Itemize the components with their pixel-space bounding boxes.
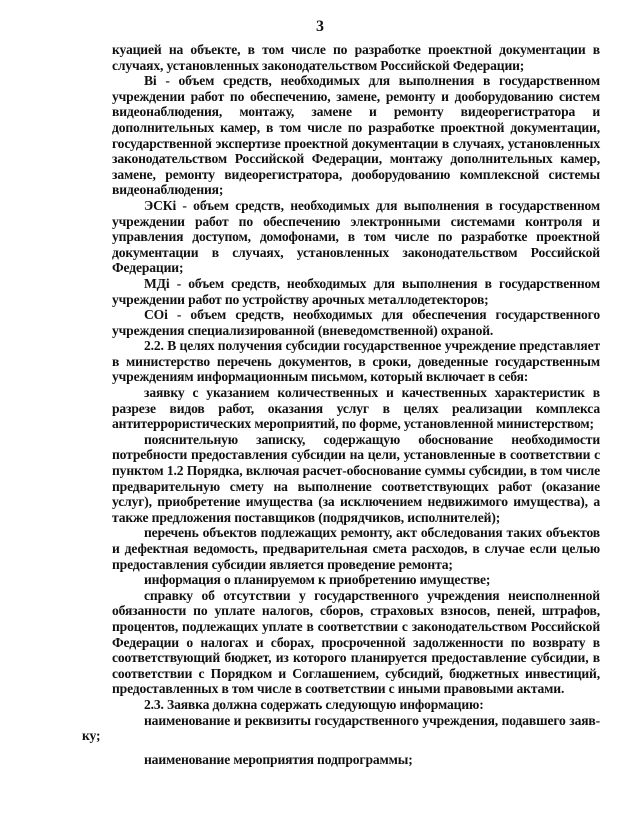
list-item-repair-objects: перечень объектов подлежащих ремонту, акт обследования таких объектов и дефектная ведомость, предварительная смета расходов, в случае если целью предоставления субсидии является проведение ремонта;	[112, 525, 600, 572]
paragraph-video-surveillance: Bi - объем средств, необходимых для выполнения в государственном учреждении работ по обеспечению, замене, ремонту и дооборудованию систем видеонаблюдения, монтажу, замене и ремонту видеорегистратора и дополнительных камер, в том числе по разработке проектной документации, государственной экспертизе проектной документации в случаях, установленных законодательством Российской Федерации, монтажу дополнительных камер, замене, ремонту видеорегистратора, дооборудованию комплексной системы видеонаблюдения;	[112, 73, 600, 198]
list-item-name-line2: ку;	[82, 728, 101, 744]
list-item-application: заявку с указанием количественных и качественных характеристик в разрезе видов работ, оказания услуг в целях реализации комплекса антитеррористических мероприятий, по форме, установленной министерством;	[112, 385, 600, 432]
list-item-name-and-details	[82, 712, 600, 744]
paragraph-section-2-2: 2.2. В целях получения субсидии государственное учреждение представляет в министерство перечень документов, в сроки, доведенные государственным учреждениям информационным письмом, который включает в себя:	[112, 338, 600, 385]
list-item-name-line1: наименование и реквизиты государственного учреждения, подавшего заяв-	[144, 712, 600, 728]
document-body	[82, 42, 600, 767]
paragraph-access-control: ЭСКi - объем средств, необходимых для выполнения в государственном учреждении работ по обеспечению электронными системами контроля и управления доступом, домофонами, в том числе по разработке проектной документации в случаях, установленных законодательством Российской Федерации;	[112, 197, 600, 276]
paragraph-metal-detectors: МДi - объем средств, необходимых для выполнения в государственном учреждении работ по устройству арочных металлодетекторов;	[112, 275, 600, 307]
list-item-property-info: информация о планируемом к приобретению имуществе;	[144, 572, 491, 588]
paragraph-security-guard: СОi - объем средств, необходимых для обеспечения государственного учреждения специализированной (вневедомственной) охраной.	[112, 307, 600, 338]
paragraph-continuation: куацией на объекте, в том числе по разработке проектной документации в случаях, установленных законодательством Российской Федерации;	[112, 42, 600, 73]
list-item-event-name: наименование мероприятия подпрограммы;	[144, 751, 413, 767]
paragraph-section-2-3: 2.3. Заявка должна содержать следующую информацию:	[144, 696, 484, 712]
page-number: 3	[316, 18, 324, 35]
list-item-explanatory-note: пояснительную записку, содержащую обоснование необходимости потребности предоставления субсидии на цели, установленные в соответствии с пунктом 1.2 Порядка, включая расчет-обоснование суммы субсидии, в том числе предварительную смету на выполнение соответствующих работ (оказание услуг), приобретение имущества (за исключением недвижимого имущества), а также предложения поставщиков (подрядчиков, исполнителей);	[112, 431, 600, 525]
list-item-certificate: справку об отсутствии у государственного учреждения неисполненной обязанности по уплате налогов, сборов, страховых взносов, пеней, штрафов, процентов, подлежащих уплате в соответствии с законодательством Российской Федерации о налогах и сборах, просроченной задолженности по возврату в соответствующий бюджет, из которого планируется предоставление субсидии, в соответствии с Порядком и Соглашением, субсидий, бюджетных инвестиций, предоставленных в том числе в соответствии с иными правовыми актами.	[112, 587, 600, 697]
